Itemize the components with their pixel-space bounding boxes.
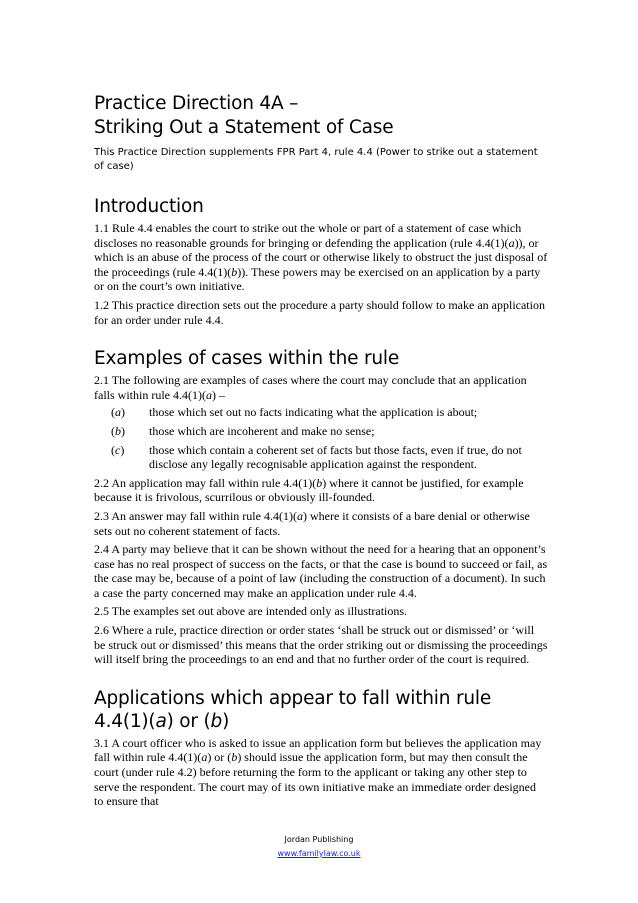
page-subtitle: This Practice Direction supplements FPR Part 4, rule 4.4 (Power to strike out a statement of case)	[94, 147, 538, 172]
publisher-name: Jordan Publishing	[284, 835, 354, 844]
heading-applications: Applications which appear to fall within rule 4.4(1)(a) or (b)	[94, 687, 491, 732]
page-title	[94, 92, 548, 140]
heading-examples: Examples of cases within the rule	[94, 348, 400, 370]
paragraph-2-5: 2.5 The examples set out above are intended only as illustrations.	[94, 604, 408, 619]
paragraph-1-2: 1.2 This practice direction sets out the procedure a party should follow to make an application for an order under rule 4.4.	[94, 297, 545, 327]
examples-list	[94, 405, 548, 471]
paragraph-2-4: 2.4 A party may believe that it can be shown without the need for a hearing that an opponent’s case has no real prospect of success on the facts, or that the case is bound to succeed or fail, as the case may be, because of a point of law (including the construction of a document). In such a case the party concerned may make an application under rule 4.4.	[94, 542, 548, 600]
title-line-1: Practice Direction 4A –	[94, 93, 299, 114]
page-footer	[0, 833, 638, 861]
website-link[interactable]: www.familylaw.co.uk	[277, 849, 361, 858]
title-line-2: Striking Out a Statement of Case	[94, 117, 394, 138]
list-item: (c) those which contain a coherent set of facts but those facts, even if true, do not disclose any legally recognisable application against the respondent.	[111, 442, 522, 472]
paragraph-1-1: 1.1 Rule 4.4 enables the court to strike out the whole or part of a statement of case which discloses no reasonable grounds for bringing or defending the application (rule 4.4(1)(a)), or which is an abuse of the process of the court or otherwise likely to obstruct the just disposal of the proceedings (rule 4.4(1)(b)). These powers may be exercised on an application by a party or on the court’s own initiative.	[94, 221, 548, 294]
document-page	[94, 92, 548, 809]
paragraph-2-6: 2.6 Where a rule, practice direction or order states ‘shall be struck out or dismissed’ or ‘will be struck out or dismissed’ this means that the order striking out or dismissing the proceedings will itself bring the proceedings to an end and that no further order of the court is required.	[94, 623, 548, 667]
heading-introduction: Introduction	[94, 196, 204, 217]
paragraph-2-3: 2.3 An answer may fall within rule 4.4(1)(a) where it consists of a bare denial or otherwise sets out no coherent statement of facts.	[94, 508, 530, 538]
paragraph-3-1: 3.1 A court officer who is asked to issue an application form but believes the application may fall within rule 4.4(1)(a) or (b) should issue the application form, but may then consult the court (under rule 4.2) before returning the form to the applicant or taking any other step to serve the respondent. The court may of its own initiative make an immediate order designed to ensure that	[94, 735, 542, 809]
paragraph-2-2: 2.2 An application may fall within rule 4.4(1)(b) where it cannot be justified, for example because it is frivolous, scurrilous or obviously ill-founded.	[94, 475, 524, 505]
list-item: (b) those which are incoherent and make no sense;	[111, 423, 375, 438]
list-item: (a) those which set out no facts indicating what the application is about;	[111, 405, 478, 420]
paragraph-2-1: 2.1 The following are examples of cases where the court may conclude that an application falls within rule 4.4(1)(a) –	[94, 373, 527, 402]
